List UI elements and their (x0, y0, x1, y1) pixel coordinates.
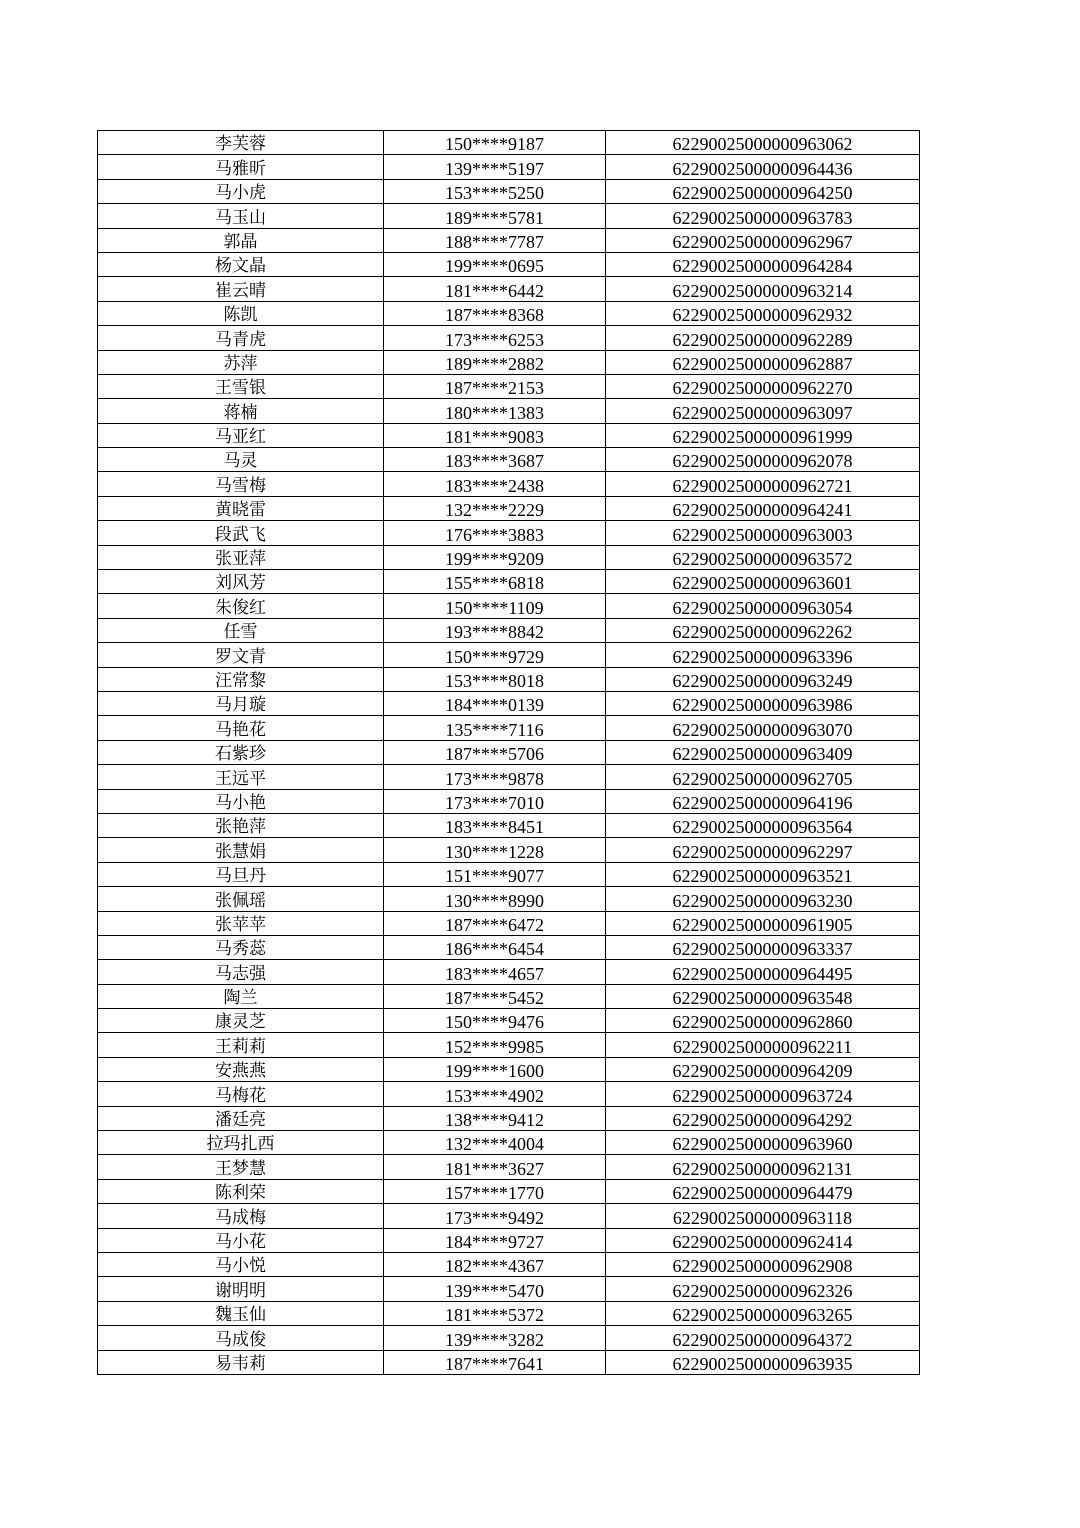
card-number-cell: 62290025000000963070 (606, 716, 920, 740)
phone-cell: 150****9187 (384, 131, 606, 155)
name-cell: 马雪梅 (98, 472, 384, 496)
table-row (98, 521, 920, 545)
card-number-cell: 62290025000000964241 (606, 496, 920, 520)
table-row (98, 1326, 920, 1350)
table-row (98, 472, 920, 496)
card-number-cell: 62290025000000963935 (606, 1350, 920, 1374)
card-number-cell: 62290025000000962078 (606, 448, 920, 472)
table-row (98, 252, 920, 276)
phone-cell: 181****5372 (384, 1301, 606, 1325)
phone-cell: 173****9492 (384, 1204, 606, 1228)
card-number-cell: 62290025000000962289 (606, 326, 920, 350)
phone-cell: 130****8990 (384, 887, 606, 911)
phone-cell: 188****7787 (384, 228, 606, 252)
phone-cell: 183****3687 (384, 448, 606, 472)
phone-cell: 151****9077 (384, 862, 606, 886)
card-number-cell: 62290025000000964284 (606, 252, 920, 276)
table-row (98, 691, 920, 715)
phone-cell: 184****9727 (384, 1228, 606, 1252)
table-row (98, 887, 920, 911)
card-number-cell: 62290025000000963214 (606, 277, 920, 301)
card-number-cell: 62290025000000964250 (606, 179, 920, 203)
phone-cell: 187****6472 (384, 911, 606, 935)
table-row (98, 813, 920, 837)
name-cell: 任雪 (98, 618, 384, 642)
table-row (98, 1277, 920, 1301)
name-cell: 张苹苹 (98, 911, 384, 935)
name-cell: 拉玛扎西 (98, 1131, 384, 1155)
phone-cell: 187****8368 (384, 301, 606, 325)
phone-cell: 150****9729 (384, 643, 606, 667)
card-number-cell: 62290025000000963003 (606, 521, 920, 545)
card-number-cell: 62290025000000962887 (606, 350, 920, 374)
name-cell: 张佩瑶 (98, 887, 384, 911)
phone-cell: 152****9985 (384, 1033, 606, 1057)
table-row (98, 1082, 920, 1106)
table-row (98, 1350, 920, 1374)
card-number-cell: 62290025000000962908 (606, 1252, 920, 1276)
table-body (98, 131, 920, 1375)
phone-cell: 138****9412 (384, 1106, 606, 1130)
phone-cell: 139****3282 (384, 1326, 606, 1350)
phone-cell: 153****5250 (384, 179, 606, 203)
card-number-cell: 62290025000000963986 (606, 691, 920, 715)
card-number-cell: 62290025000000964292 (606, 1106, 920, 1130)
card-number-cell: 62290025000000963409 (606, 740, 920, 764)
phone-cell: 176****3883 (384, 521, 606, 545)
table-row (98, 326, 920, 350)
card-number-cell: 62290025000000963548 (606, 984, 920, 1008)
name-cell: 谢明明 (98, 1277, 384, 1301)
card-number-cell: 62290025000000963783 (606, 204, 920, 228)
card-number-cell: 62290025000000963230 (606, 887, 920, 911)
table-row (98, 1179, 920, 1203)
card-number-cell: 62290025000000962262 (606, 618, 920, 642)
phone-cell: 181****6442 (384, 277, 606, 301)
card-number-cell: 62290025000000962270 (606, 374, 920, 398)
name-cell: 马雅昕 (98, 155, 384, 179)
name-cell: 马亚红 (98, 423, 384, 447)
phone-cell: 150****1109 (384, 594, 606, 618)
card-number-cell: 62290025000000964209 (606, 1057, 920, 1081)
name-cell: 康灵芝 (98, 1009, 384, 1033)
phone-cell: 132****4004 (384, 1131, 606, 1155)
card-number-cell: 62290025000000963521 (606, 862, 920, 886)
table-row (98, 179, 920, 203)
name-cell: 张艳萍 (98, 813, 384, 837)
name-cell: 马灵 (98, 448, 384, 472)
phone-cell: 181****3627 (384, 1155, 606, 1179)
card-number-cell: 62290025000000962297 (606, 838, 920, 862)
table-row (98, 496, 920, 520)
name-cell: 苏萍 (98, 350, 384, 374)
card-number-cell: 62290025000000963265 (606, 1301, 920, 1325)
name-cell: 马志强 (98, 960, 384, 984)
table-row (98, 618, 920, 642)
table-row (98, 228, 920, 252)
table-row (98, 716, 920, 740)
table-row (98, 374, 920, 398)
phone-cell: 199****0695 (384, 252, 606, 276)
table-row (98, 423, 920, 447)
name-cell: 马小花 (98, 1228, 384, 1252)
name-cell: 蒋楠 (98, 399, 384, 423)
name-cell: 王莉莉 (98, 1033, 384, 1057)
table-row (98, 570, 920, 594)
card-number-cell: 62290025000000963724 (606, 1082, 920, 1106)
phone-cell: 187****7641 (384, 1350, 606, 1374)
phone-cell: 186****6454 (384, 935, 606, 959)
card-number-cell: 62290025000000962211 (606, 1033, 920, 1057)
table-row (98, 960, 920, 984)
table-row (98, 301, 920, 325)
phone-cell: 139****5470 (384, 1277, 606, 1301)
card-number-cell: 62290025000000964495 (606, 960, 920, 984)
name-cell: 马艳花 (98, 716, 384, 740)
card-number-cell: 62290025000000963062 (606, 131, 920, 155)
card-number-cell: 62290025000000963960 (606, 1131, 920, 1155)
name-cell: 朱俊红 (98, 594, 384, 618)
card-number-cell: 62290025000000963601 (606, 570, 920, 594)
table-row (98, 1106, 920, 1130)
phone-cell: 173****9878 (384, 765, 606, 789)
name-cell: 张慧娟 (98, 838, 384, 862)
phone-cell: 199****9209 (384, 545, 606, 569)
name-cell: 马玉山 (98, 204, 384, 228)
table-row (98, 935, 920, 959)
table-row (98, 1057, 920, 1081)
table-row (98, 765, 920, 789)
phone-cell: 181****9083 (384, 423, 606, 447)
name-cell: 石紫珍 (98, 740, 384, 764)
name-cell: 马秀蕊 (98, 935, 384, 959)
phone-cell: 139****5197 (384, 155, 606, 179)
name-cell: 马小虎 (98, 179, 384, 203)
phone-cell: 183****4657 (384, 960, 606, 984)
name-cell: 安燕燕 (98, 1057, 384, 1081)
card-number-cell: 62290025000000963097 (606, 399, 920, 423)
phone-cell: 182****4367 (384, 1252, 606, 1276)
phone-cell: 153****8018 (384, 667, 606, 691)
phone-cell: 189****2882 (384, 350, 606, 374)
card-number-cell: 62290025000000963396 (606, 643, 920, 667)
table-row (98, 1009, 920, 1033)
table-row (98, 1301, 920, 1325)
table-row (98, 448, 920, 472)
card-number-cell: 62290025000000962860 (606, 1009, 920, 1033)
table-row (98, 131, 920, 155)
phone-cell: 187****5706 (384, 740, 606, 764)
name-cell: 王远平 (98, 765, 384, 789)
name-cell: 崔云晴 (98, 277, 384, 301)
table-row (98, 1228, 920, 1252)
card-number-cell: 62290025000000963572 (606, 545, 920, 569)
phone-cell: 187****5452 (384, 984, 606, 1008)
phone-cell: 187****2153 (384, 374, 606, 398)
table-row (98, 277, 920, 301)
table-row (98, 789, 920, 813)
name-cell: 杨文晶 (98, 252, 384, 276)
table-row (98, 545, 920, 569)
card-number-cell: 62290025000000962932 (606, 301, 920, 325)
table-row (98, 838, 920, 862)
table-row (98, 862, 920, 886)
card-number-cell: 62290025000000963564 (606, 813, 920, 837)
name-cell: 马梅花 (98, 1082, 384, 1106)
table-row (98, 667, 920, 691)
phone-cell: 173****7010 (384, 789, 606, 813)
name-cell: 马青虎 (98, 326, 384, 350)
phone-cell: 183****2438 (384, 472, 606, 496)
name-cell: 马成梅 (98, 1204, 384, 1228)
table-row (98, 1033, 920, 1057)
name-cell: 罗文青 (98, 643, 384, 667)
table-row (98, 643, 920, 667)
table-row (98, 204, 920, 228)
phone-cell: 193****8842 (384, 618, 606, 642)
table-row (98, 1252, 920, 1276)
name-cell: 马月璇 (98, 691, 384, 715)
card-number-cell: 62290025000000964372 (606, 1326, 920, 1350)
table-row (98, 1204, 920, 1228)
name-cell: 王雪银 (98, 374, 384, 398)
card-number-cell: 62290025000000962705 (606, 765, 920, 789)
card-number-cell: 62290025000000961905 (606, 911, 920, 935)
name-cell: 马小艳 (98, 789, 384, 813)
phone-cell: 157****1770 (384, 1179, 606, 1203)
card-number-cell: 62290025000000963118 (606, 1204, 920, 1228)
name-cell: 马成俊 (98, 1326, 384, 1350)
name-cell: 马旦丹 (98, 862, 384, 886)
card-number-cell: 62290025000000962414 (606, 1228, 920, 1252)
card-number-cell: 62290025000000964436 (606, 155, 920, 179)
name-cell: 郭晶 (98, 228, 384, 252)
name-cell: 易韦莉 (98, 1350, 384, 1374)
card-number-cell: 62290025000000963249 (606, 667, 920, 691)
table-row (98, 399, 920, 423)
phone-cell: 132****2229 (384, 496, 606, 520)
name-cell: 魏玉仙 (98, 1301, 384, 1325)
phone-cell: 184****0139 (384, 691, 606, 715)
card-number-cell: 62290025000000963054 (606, 594, 920, 618)
phone-cell: 130****1228 (384, 838, 606, 862)
name-cell: 马小悦 (98, 1252, 384, 1276)
card-number-cell: 62290025000000962326 (606, 1277, 920, 1301)
table-row (98, 594, 920, 618)
name-cell: 王梦慧 (98, 1155, 384, 1179)
table-row (98, 740, 920, 764)
card-number-cell: 62290025000000964479 (606, 1179, 920, 1203)
name-cell: 陈凯 (98, 301, 384, 325)
recipient-table (97, 130, 920, 1375)
card-number-cell: 62290025000000964196 (606, 789, 920, 813)
name-cell: 陈利荣 (98, 1179, 384, 1203)
table-row (98, 155, 920, 179)
table-row (98, 911, 920, 935)
card-number-cell: 62290025000000963337 (606, 935, 920, 959)
phone-cell: 199****1600 (384, 1057, 606, 1081)
phone-cell: 183****8451 (384, 813, 606, 837)
name-cell: 陶兰 (98, 984, 384, 1008)
card-number-cell: 62290025000000961999 (606, 423, 920, 447)
card-number-cell: 62290025000000962131 (606, 1155, 920, 1179)
phone-cell: 173****6253 (384, 326, 606, 350)
table-row (98, 350, 920, 374)
name-cell: 汪常黎 (98, 667, 384, 691)
phone-cell: 180****1383 (384, 399, 606, 423)
phone-cell: 135****7116 (384, 716, 606, 740)
phone-cell: 153****4902 (384, 1082, 606, 1106)
name-cell: 黄晓雷 (98, 496, 384, 520)
card-number-cell: 62290025000000962721 (606, 472, 920, 496)
name-cell: 潘廷亮 (98, 1106, 384, 1130)
table-row (98, 1131, 920, 1155)
name-cell: 段武飞 (98, 521, 384, 545)
table-row (98, 1155, 920, 1179)
phone-cell: 150****9476 (384, 1009, 606, 1033)
name-cell: 刘风芳 (98, 570, 384, 594)
phone-cell: 155****6818 (384, 570, 606, 594)
table-row (98, 984, 920, 1008)
card-number-cell: 62290025000000962967 (606, 228, 920, 252)
name-cell: 张亚萍 (98, 545, 384, 569)
phone-cell: 189****5781 (384, 204, 606, 228)
name-cell: 李芙蓉 (98, 131, 384, 155)
